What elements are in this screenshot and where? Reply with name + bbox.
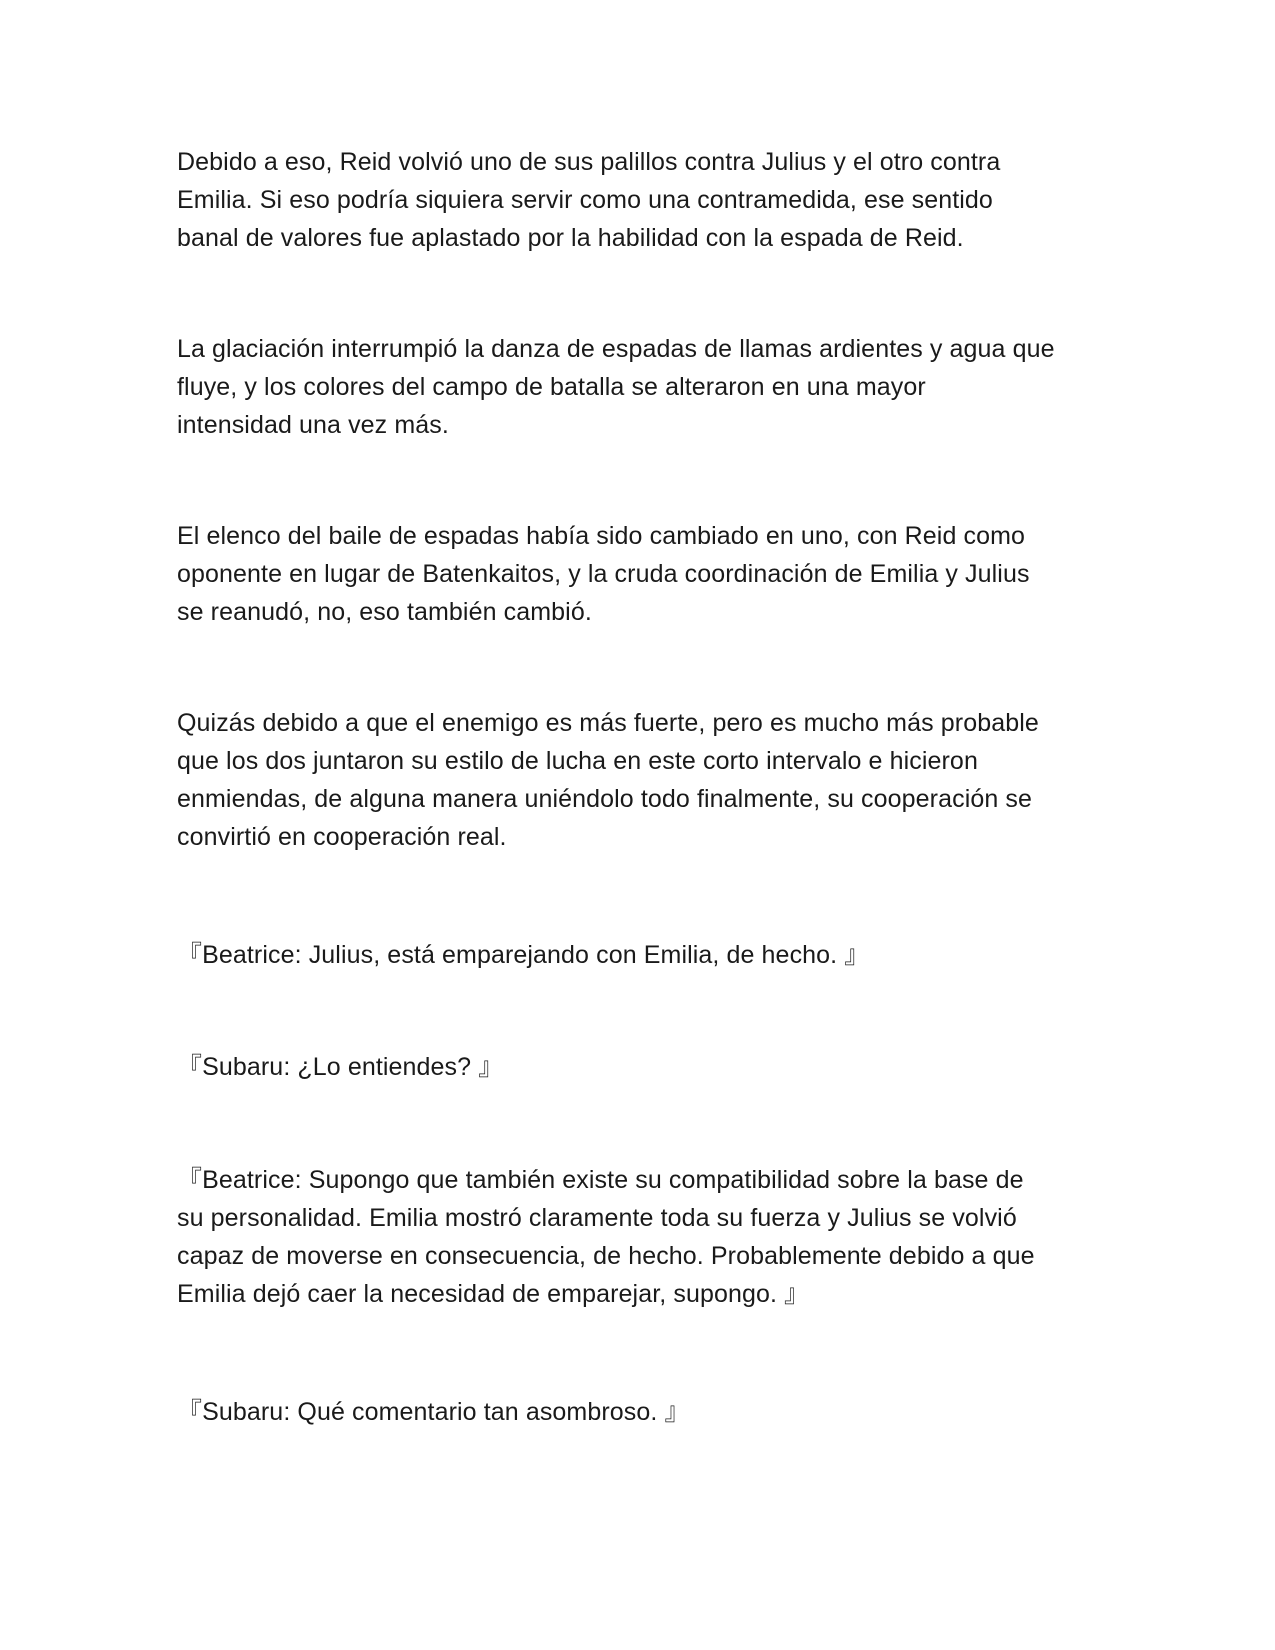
text-line: enmiendas, de alguna manera uniéndolo todo finalmente, su cooperación se bbox=[177, 785, 1033, 813]
dialogue-subaru-1 bbox=[177, 1048, 1097, 1086]
paragraph-reid-counter bbox=[177, 143, 1097, 257]
dialogue-beatrice-1 bbox=[177, 936, 1097, 974]
text-line: Emilia dejó caer la necesidad de emparejar, supongo. 』 bbox=[177, 1280, 810, 1308]
text-line: Quizás debido a que el enemigo es más fuerte, pero es mucho más probable bbox=[177, 709, 1039, 737]
text-line: que los dos juntaron su estilo de lucha en este corto intervalo e hicieron bbox=[177, 747, 978, 775]
paragraph-glaciation bbox=[177, 330, 1097, 444]
text-line: 『Subaru: Qué comentario tan asombroso. 』 bbox=[177, 1398, 690, 1426]
text-line: su personalidad. Emilia mostró claramente toda su fuerza y Julius se volvió bbox=[177, 1204, 1017, 1232]
text-line: se reanudó, no, eso también cambió. bbox=[177, 598, 592, 626]
text-line: oponente en lugar de Batenkaitos, y la cruda coordinación de Emilia y Julius bbox=[177, 560, 1030, 588]
text-line: intensidad una vez más. bbox=[177, 411, 449, 439]
text-line: fluye, y los colores del campo de batalla se alteraron en una mayor bbox=[177, 373, 926, 401]
text-line: El elenco del baile de espadas había sido cambiado en uno, con Reid como bbox=[177, 522, 1026, 550]
dialogue-subaru-2 bbox=[177, 1393, 1097, 1431]
text-line: Debido a eso, Reid volvió uno de sus palillos contra Julius y el otro contra bbox=[177, 148, 1001, 176]
text-line: capaz de moverse en consecuencia, de hecho. Probablemente debido a que bbox=[177, 1242, 1035, 1270]
paragraph-cooperation bbox=[177, 704, 1097, 856]
text-line: La glaciación interrumpió la danza de espadas de llamas ardientes y agua que bbox=[177, 335, 1055, 363]
text-line: 『Beatrice: Julius, está emparejando con Emilia, de hecho. 』 bbox=[177, 941, 870, 969]
dialogue-beatrice-2 bbox=[177, 1161, 1097, 1313]
text-line: 『Subaru: ¿Lo entiendes? 』 bbox=[177, 1053, 504, 1081]
text-line: convirtió en cooperación real. bbox=[177, 823, 507, 851]
text-line: 『Beatrice: Supongo que también existe su compatibilidad sobre la base de bbox=[177, 1166, 1024, 1194]
text-line: Emilia. Si eso podría siquiera servir como una contramedida, ese sentido bbox=[177, 186, 993, 214]
text-line: banal de valores fue aplastado por la habilidad con la espada de Reid. bbox=[177, 224, 964, 252]
paragraph-sword-dance-cast bbox=[177, 517, 1097, 631]
